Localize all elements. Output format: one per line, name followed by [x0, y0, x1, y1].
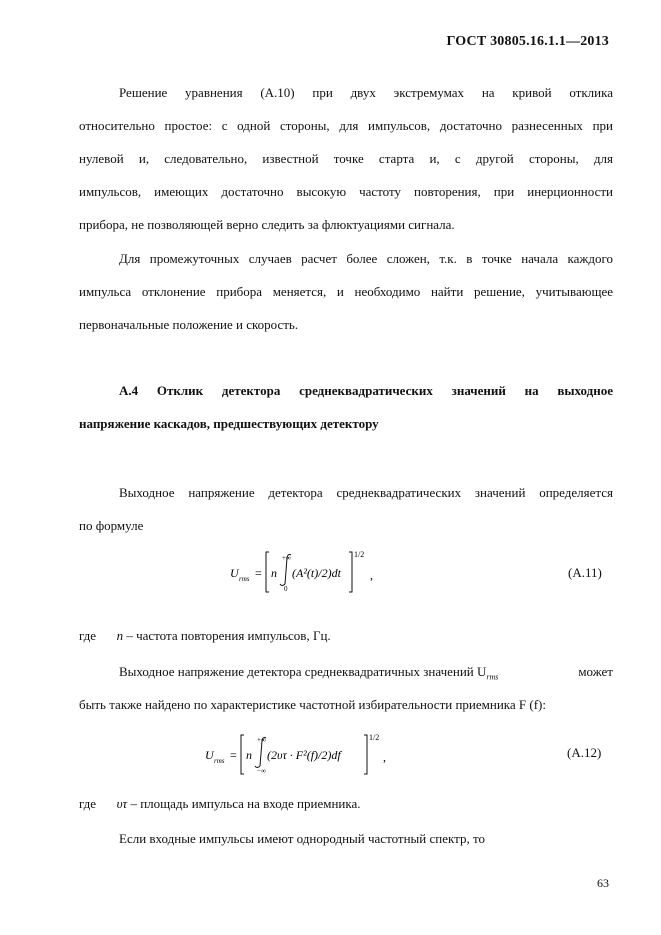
text-line: первоначальные положение и скорость.: [79, 317, 299, 332]
text-line: относительно простое: с одной стороны, для импульсов, достаточно разнесенных при: [79, 118, 613, 133]
document-header: ГОСТ 30805.16.1.1—2013: [446, 34, 609, 49]
eq-power: 1/2: [354, 550, 365, 559]
section-heading: [79, 374, 613, 440]
page-number: 63: [597, 876, 609, 890]
eq-lhs-sub: rms: [214, 757, 225, 765]
svg-text:,: ,: [370, 568, 373, 582]
text-line: Если входные импульсы имеют однородный частотный спектр, то: [119, 831, 485, 846]
where-clause-2: [79, 796, 361, 812]
where-symbol: n: [116, 628, 124, 643]
rms-subscript: rms: [486, 672, 499, 682]
eq-lower-limit: −∞: [257, 767, 266, 775]
paragraph-4: [79, 655, 613, 721]
equation-a12: [205, 730, 395, 780]
text-line: быть также найдено по характеристике частотной избирательности приемника F (f):: [79, 697, 546, 712]
eq-n: n: [271, 566, 277, 580]
text-line: прибора, не позволяющей верно следить за флюктуациями сигнала.: [79, 217, 455, 232]
eq-power: 1/2: [369, 733, 380, 742]
eq-lower-limit: 0: [284, 585, 288, 593]
where-symbol: υτ: [116, 796, 128, 811]
eq-lhs: U: [205, 748, 214, 762]
where-clause-1: [79, 628, 331, 644]
eq-upper-limit: +∞: [282, 554, 291, 562]
eq-lhs: U: [230, 566, 239, 580]
svg-text:,: ,: [383, 750, 386, 764]
where-text: – частота повторения импульсов, Гц.: [123, 628, 331, 643]
eq-n: n: [246, 748, 252, 762]
where-text: – площадь импульса на входе приемника.: [127, 796, 361, 811]
paragraph-1: [79, 76, 613, 241]
eq-lhs-sub: rms: [239, 575, 250, 583]
text-line: Решение уравнения (А.10) при двух экстремумах на кривой отклика: [119, 85, 613, 100]
paragraph-5: [79, 822, 613, 855]
paragraph-3: [79, 476, 613, 542]
eq-upper-limit: +∞: [257, 736, 266, 744]
text-segment: может: [578, 664, 613, 679]
svg-text:=: =: [255, 566, 262, 580]
text-line: [79, 655, 613, 688]
eq-integrand: (2υτ · F²(f)/2)df: [267, 748, 341, 762]
paragraph-2: [79, 242, 613, 341]
heading-line: напряжение каскадов, предшествующих детектору: [79, 416, 379, 431]
equation-number-a12: (А.12): [567, 745, 602, 760]
svg-text:=: =: [230, 748, 237, 762]
equation-a11: [230, 546, 380, 598]
where-label: где: [79, 796, 97, 811]
text-line: Выходное напряжение детектора среднеквадратических значений определяется: [119, 485, 613, 500]
heading-line: А.4 Отклик детектора среднеквадратических значений на выходное: [119, 383, 613, 398]
text-line: Для промежуточных случаев расчет более сложен, т.к. в точке начала каждого: [119, 251, 613, 266]
eq-integrand: (A²(t)/2)dt: [292, 566, 341, 580]
text-segment: Выходное напряжение детектора среднеквадратичных значений U: [119, 664, 487, 679]
text-line: импульса отклонение прибора меняется, и необходимо найти решение, учитывающее: [79, 284, 613, 299]
text-line: по формуле: [79, 518, 144, 533]
where-label: где: [79, 628, 97, 643]
text-line: нулевой и, следовательно, известной точке старта и, с другой стороны, для: [79, 151, 613, 166]
equation-number-a11: (А.11): [568, 565, 602, 580]
text-line: импульсов, имеющих достаточно высокую частоту повторения, при инерционности: [79, 184, 613, 199]
